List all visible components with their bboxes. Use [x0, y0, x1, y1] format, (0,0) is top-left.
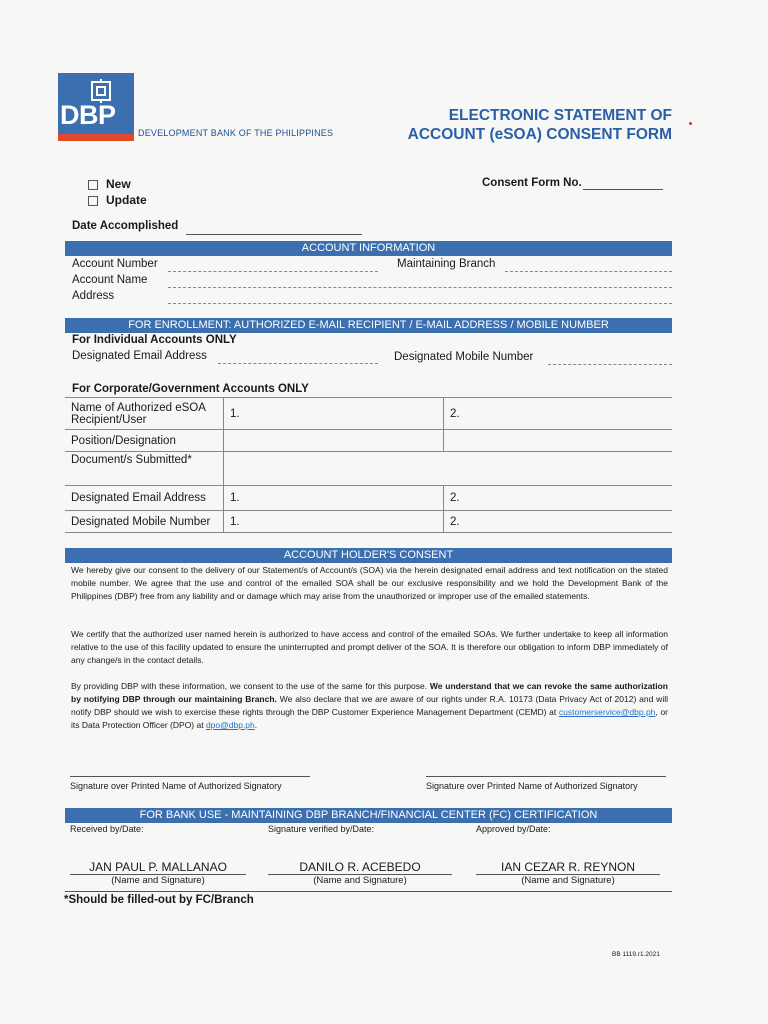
table-row	[65, 430, 672, 452]
officer-sub-label: (Name and Signature)	[521, 875, 615, 886]
red-mark	[689, 122, 692, 125]
recipient-1-cell[interactable]: 1.	[224, 398, 444, 430]
corporate-heading: For Corporate/Government Accounts ONLY	[72, 383, 309, 395]
officer-sub-label: (Name and Signature)	[313, 875, 407, 886]
fc-branch-note: *Should be filled-out by FC/Branch	[64, 894, 254, 906]
account-number-label: Account Number	[72, 258, 158, 270]
consent-paragraph-3: By providing DBP with these information, we consent to the use of the same for this purpose. We understand that we can revoke the same authorization by notifying DBP through our maintaining Branch. We also declare that we are aware of our rights under R.A. 10173 (Data Privacy Act of 2012) and will notify DBP should we wish to exercise these rights through the DBP Customer Experience Management Department (CEMD) at customerservice@dbp.ph, or its Data Protection Officer (DPO) at dpo@dbp.ph.	[71, 681, 669, 730]
consent-bar: ACCOUNT HOLDER'S CONSENT	[65, 548, 672, 563]
maintaining-branch-field[interactable]	[505, 271, 672, 272]
row-label: Document/s Submitted*	[65, 452, 224, 486]
signature-label-left: Signature over Printed Name of Authorized Signatory	[70, 781, 282, 791]
verified-by-label: Signature verified by/Date:	[268, 824, 375, 834]
bank-name: DEVELOPMENT BANK OF THE PHILIPPINES	[138, 128, 334, 138]
email-2-cell[interactable]: 2.	[444, 486, 673, 511]
officer-sub-label: (Name and Signature)	[111, 875, 205, 886]
officer-received	[70, 860, 246, 886]
received-by-label: Received by/Date:	[70, 824, 144, 834]
address-field[interactable]	[168, 303, 672, 304]
consent-form-no-label: Consent Form No.	[482, 177, 582, 189]
table-row	[65, 398, 672, 430]
mobile-2-cell[interactable]: 2.	[444, 511, 673, 533]
officer-verified	[268, 860, 452, 886]
individual-mobile-label: Designated Mobile Number	[394, 351, 534, 363]
checkbox-box-icon	[88, 196, 98, 206]
consent-paragraph-1: We hereby give our consent to the delivery of our Statement/s of Account/s (SOA) via the herein designated email address and text notification on the stated mobile number. We agree that the use and control of the emailed SOA shall be our exclusive responsibility and we hold the Development Bank of the Philippines (DBP) free from any liability and or damage which may arise from the unauthorized or improper use of the emailed statements.	[71, 565, 668, 601]
officer-name: DANILO R. ACEBEDO	[299, 860, 421, 874]
row-label: Position/Designation	[65, 430, 224, 452]
signature-line-left[interactable]	[70, 776, 310, 777]
logo-stripe	[58, 134, 134, 141]
position-1-cell[interactable]	[224, 430, 444, 452]
dpo-email-link[interactable]: dpo@dbp.ph	[205, 720, 255, 730]
form-title-line2: ACCOUNT (eSOA) CONSENT FORM	[407, 126, 672, 143]
individual-email-field[interactable]	[218, 363, 378, 364]
checkbox-box-icon	[88, 180, 98, 190]
form-title-line1: ELECTRONIC STATEMENT OF	[448, 107, 672, 124]
account-number-field[interactable]	[168, 271, 378, 272]
recipient-2-cell[interactable]: 2.	[444, 398, 673, 430]
position-2-cell[interactable]	[444, 430, 673, 452]
form-title	[408, 106, 672, 144]
mobile-1-cell[interactable]: 1.	[224, 511, 444, 533]
documents-cell[interactable]	[224, 452, 673, 486]
table-row	[65, 486, 672, 511]
enrollment-bar: FOR ENROLLMENT: AUTHORIZED E-MAIL RECIPIENT / E-MAIL ADDRESS / MOBILE NUMBER	[65, 318, 672, 333]
account-name-label: Account Name	[72, 274, 148, 286]
row-label: Designated Email Address	[65, 486, 224, 511]
account-info-bar: ACCOUNT INFORMATION	[65, 241, 672, 256]
date-accomplished-field[interactable]	[186, 234, 362, 235]
officer-approved	[476, 860, 660, 886]
officer-name: JAN PAUL P. MALLANAO	[89, 860, 227, 874]
email-1-cell[interactable]: 1.	[224, 486, 444, 511]
date-accomplished-label: Date Accomplished	[72, 220, 179, 232]
signature-line-right[interactable]	[426, 776, 666, 777]
logo-text: DBP	[60, 100, 116, 130]
individual-mobile-field[interactable]	[548, 364, 672, 365]
row-label: Designated Mobile Number	[65, 511, 224, 533]
officer-name: IAN CEZAR R. REYNON	[500, 860, 635, 874]
table-row	[65, 511, 672, 533]
corporate-table	[65, 397, 672, 533]
consent-paragraph-2: We certify that the authorized user named herein is authorized to have access and control of the emailed SOAs. We further undertake to keep all information relative to the use of this facility updated to ensure the uninterrupted and prompt deliver of the SOA. It is therefore our obligation to inform DBP immediately of any change/s in the contact details.	[71, 629, 668, 665]
bank-use-bar: FOR BANK USE - MAINTAINING DBP BRANCH/FINANCIAL CENTER (FC) CERTIFICATION	[65, 808, 672, 823]
account-name-field[interactable]	[168, 287, 672, 288]
maintaining-branch-label: Maintaining Branch	[397, 258, 496, 270]
checkbox-update[interactable]: Update	[88, 193, 147, 207]
cemd-email-link[interactable]: customerservice@dbp.ph	[558, 707, 656, 717]
individual-email-label: Designated Email Address	[72, 350, 207, 362]
approved-by-label: Approved by/Date:	[476, 824, 551, 834]
signature-label-right: Signature over Printed Name of Authorized Signatory	[426, 781, 638, 791]
consent-form-no-field[interactable]	[583, 189, 663, 190]
address-label: Address	[72, 290, 115, 302]
bank-use-divider	[65, 891, 672, 892]
table-row	[65, 452, 672, 486]
form-code: BB 1119.r1.2021	[612, 951, 660, 958]
checkbox-new[interactable]: New	[88, 177, 131, 191]
row-label: Name of Authorized eSOA Recipient/User	[65, 398, 224, 430]
individual-heading: For Individual Accounts ONLY	[72, 334, 237, 346]
